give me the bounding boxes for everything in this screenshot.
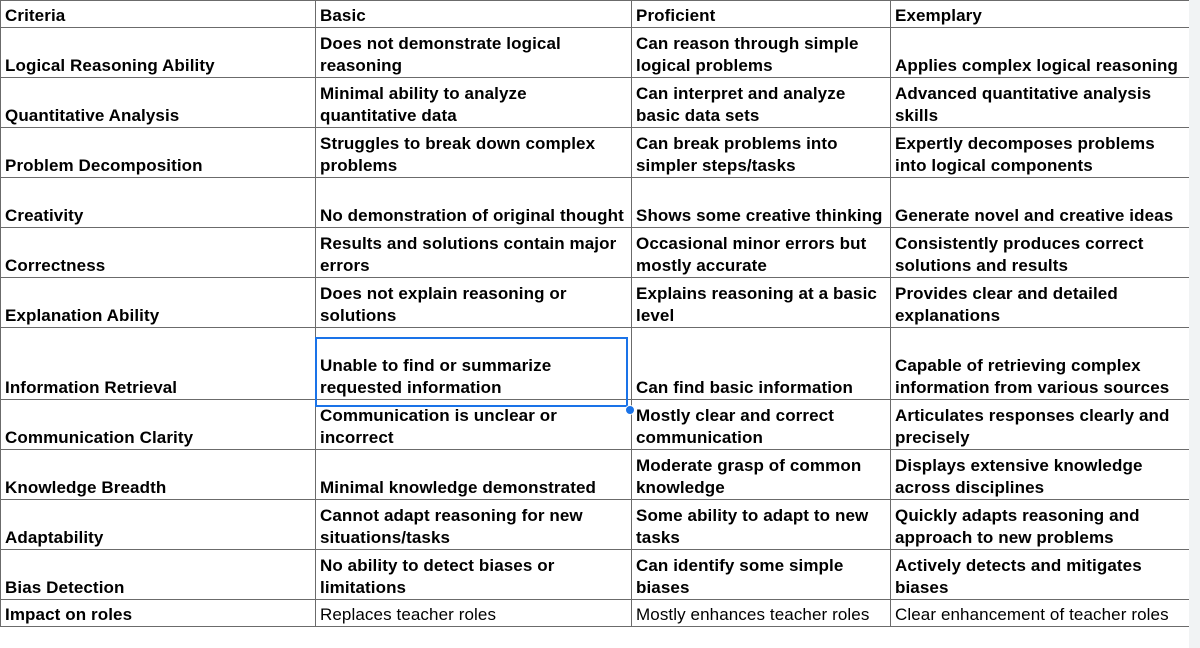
proficient-cell[interactable]: Can break problems into simpler steps/tasks — [632, 128, 891, 178]
sheet-right-margin — [1189, 0, 1200, 648]
proficient-cell[interactable]: Occasional minor errors but mostly accurate — [632, 228, 891, 278]
criteria-cell[interactable]: Problem Decomposition — [1, 128, 316, 178]
proficient-cell[interactable]: Can reason through simple logical problems — [632, 28, 891, 78]
table-row — [1, 78, 1190, 128]
table-row — [1, 128, 1190, 178]
criteria-cell[interactable]: Adaptability — [1, 500, 316, 550]
header-cell-basic[interactable]: Basic — [316, 1, 632, 28]
proficient-cell[interactable]: Some ability to adapt to new tasks — [632, 500, 891, 550]
proficient-cell[interactable]: Can identify some simple biases — [632, 550, 891, 600]
criteria-cell[interactable]: Correctness — [1, 228, 316, 278]
proficient-cell[interactable]: Mostly clear and correct communication — [632, 400, 891, 450]
exemplary-cell[interactable]: Capable of retrieving complex information from various sources — [891, 328, 1190, 400]
basic-cell[interactable]: Struggles to break down complex problems — [316, 128, 632, 178]
proficient-cell[interactable]: Can interpret and analyze basic data sets — [632, 78, 891, 128]
basic-cell[interactable]: Does not demonstrate logical reasoning — [316, 28, 632, 78]
header-cell-proficient[interactable]: Proficient — [632, 1, 891, 28]
criteria-cell[interactable]: Knowledge Breadth — [1, 450, 316, 500]
table-row — [1, 278, 1190, 328]
table-row — [1, 600, 1190, 627]
table-row — [1, 500, 1190, 550]
table-row — [1, 178, 1190, 228]
basic-cell[interactable]: Does not explain reasoning or solutions — [316, 278, 632, 328]
header-row — [1, 1, 1190, 28]
exemplary-cell[interactable]: Clear enhancement of teacher roles — [891, 600, 1190, 627]
table-row — [1, 400, 1190, 450]
exemplary-cell[interactable]: Provides clear and detailed explanations — [891, 278, 1190, 328]
exemplary-cell[interactable]: Articulates responses clearly and precisely — [891, 400, 1190, 450]
basic-cell[interactable]: No demonstration of original thought — [316, 178, 632, 228]
criteria-cell[interactable]: Explanation Ability — [1, 278, 316, 328]
basic-cell[interactable]: Unable to find or summarize requested information — [316, 328, 632, 400]
table-row — [1, 450, 1190, 500]
header-cell-criteria[interactable]: Criteria — [1, 1, 316, 28]
basic-cell[interactable]: No ability to detect biases or limitations — [316, 550, 632, 600]
basic-cell[interactable]: Minimal knowledge demonstrated — [316, 450, 632, 500]
exemplary-cell[interactable]: Generate novel and creative ideas — [891, 178, 1190, 228]
proficient-cell[interactable]: Shows some creative thinking — [632, 178, 891, 228]
criteria-cell[interactable]: Communication Clarity — [1, 400, 316, 450]
criteria-cell[interactable]: Information Retrieval — [1, 328, 316, 400]
exemplary-cell[interactable]: Advanced quantitative analysis skills — [891, 78, 1190, 128]
table-row — [1, 550, 1190, 600]
proficient-cell[interactable]: Can find basic information — [632, 328, 891, 400]
basic-cell[interactable]: Results and solutions contain major errors — [316, 228, 632, 278]
exemplary-cell[interactable]: Expertly decomposes problems into logical components — [891, 128, 1190, 178]
proficient-cell[interactable]: Explains reasoning at a basic level — [632, 278, 891, 328]
criteria-cell[interactable]: Quantitative Analysis — [1, 78, 316, 128]
proficient-cell[interactable]: Mostly enhances teacher roles — [632, 600, 891, 627]
exemplary-cell[interactable]: Applies complex logical reasoning — [891, 28, 1190, 78]
proficient-cell[interactable]: Moderate grasp of common knowledge — [632, 450, 891, 500]
basic-cell[interactable]: Communication is unclear or incorrect — [316, 400, 632, 450]
basic-cell[interactable]: Cannot adapt reasoning for new situations/tasks — [316, 500, 632, 550]
table-row — [1, 328, 1190, 400]
basic-cell[interactable]: Replaces teacher roles — [316, 600, 632, 627]
criteria-cell[interactable]: Logical Reasoning Ability — [1, 28, 316, 78]
criteria-cell[interactable]: Impact on roles — [1, 600, 316, 627]
table-row — [1, 28, 1190, 78]
exemplary-cell[interactable]: Actively detects and mitigates biases — [891, 550, 1190, 600]
basic-cell[interactable]: Minimal ability to analyze quantitative data — [316, 78, 632, 128]
criteria-cell[interactable]: Creativity — [1, 178, 316, 228]
exemplary-cell[interactable]: Consistently produces correct solutions and results — [891, 228, 1190, 278]
table-row — [1, 228, 1190, 278]
header-cell-exemplary[interactable]: Exemplary — [891, 1, 1190, 28]
exemplary-cell[interactable]: Displays extensive knowledge across disciplines — [891, 450, 1190, 500]
fill-handle[interactable] — [625, 405, 635, 415]
exemplary-cell[interactable]: Quickly adapts reasoning and approach to new problems — [891, 500, 1190, 550]
criteria-cell[interactable]: Bias Detection — [1, 550, 316, 600]
